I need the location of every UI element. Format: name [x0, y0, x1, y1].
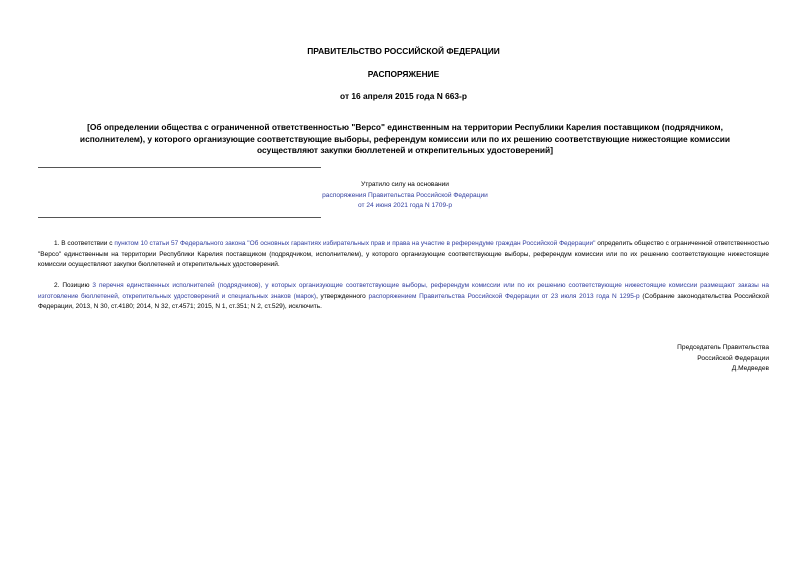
expiry-link-line2[interactable]: от 24 июня 2021 года N 1709-р: [358, 202, 452, 209]
paragraph-2: [38, 281, 769, 313]
document-type-heading: РАСПОРЯЖЕНИЕ: [367, 69, 440, 79]
signatory-position-line1: Председатель Правительства: [677, 344, 769, 351]
law-article-link[interactable]: пунктом 10 статьи 57 Федерального закона "Об основных гарантиях избирательных прав и права на участие в референдуме граждан Российской Федерации": [114, 240, 596, 247]
paragraph-2-post: (Собрание законодательства Российской Федерации, 2013, N 30, ст.4180; 2014, N 32, ст.4571; 2015, N 1, ст.351; N 2, ст.529), исключить.: [38, 292, 769, 310]
paragraph-2-mid: , утвержденного: [316, 292, 369, 300]
document-date-number: от 16 апреля 2015 года N 663-р: [340, 91, 467, 101]
paragraph-1-post: определить общество с ограниченной ответственностью "Версо" единственным на территории Республики Карелия поставщиком (подрядчиком, исполнителем), у которого организующие соответствующие выборы, референдум комиссии или по их решению соответствующие нижестоящие комиссии осуществляют закупки бюллетеней и открепительных удостоверений.: [38, 240, 770, 268]
divider-bottom: [38, 217, 321, 218]
signatory-name: Д.Медведев: [731, 365, 769, 372]
signatory-position-line2: Российской Федерации: [697, 354, 769, 362]
document-title: [Об определении общества с ограниченной ответственностью "Версо" единственным на территории Республики Карелия поставщиком (подрядчиком, исполнителем), у которого организующие соответствующие выборы, референдум комиссии или по их решению соответствующие нижестоящие комиссии осуществляют закупки бюллетеней и открепительных удостоверений]: [79, 122, 731, 155]
paragraph-2-pre: 2. Позицию: [54, 282, 93, 289]
government-order-link[interactable]: распоряжением Правительства Российской Федерации от 23 июля 2013 года N 1295-р: [368, 292, 640, 300]
signature-block: [677, 343, 769, 375]
paragraph-1-pre: 1. В соответствии с: [54, 240, 115, 247]
expiry-text: Утратило силу на основании: [361, 181, 449, 188]
executors-list-link[interactable]: 3 перечня единственных исполнителей (подрядчиков), у которых организующие соответствующие выборы, референдум комиссии или по их решению соответствующие нижестоящие комиссии размещают заказы на изготовление бюллетеней, открепительных удостоверений и специальных знаков (марок): [38, 282, 769, 300]
divider-top: [38, 167, 321, 168]
paragraph-1: [38, 239, 769, 271]
government-heading: ПРАВИТЕЛЬСТВО РОССИЙСКОЙ ФЕДЕРАЦИИ: [307, 46, 500, 56]
expiry-link-line1[interactable]: распоряжения Правительства Российской Федерации: [322, 191, 488, 199]
expiry-notice: [300, 180, 510, 212]
